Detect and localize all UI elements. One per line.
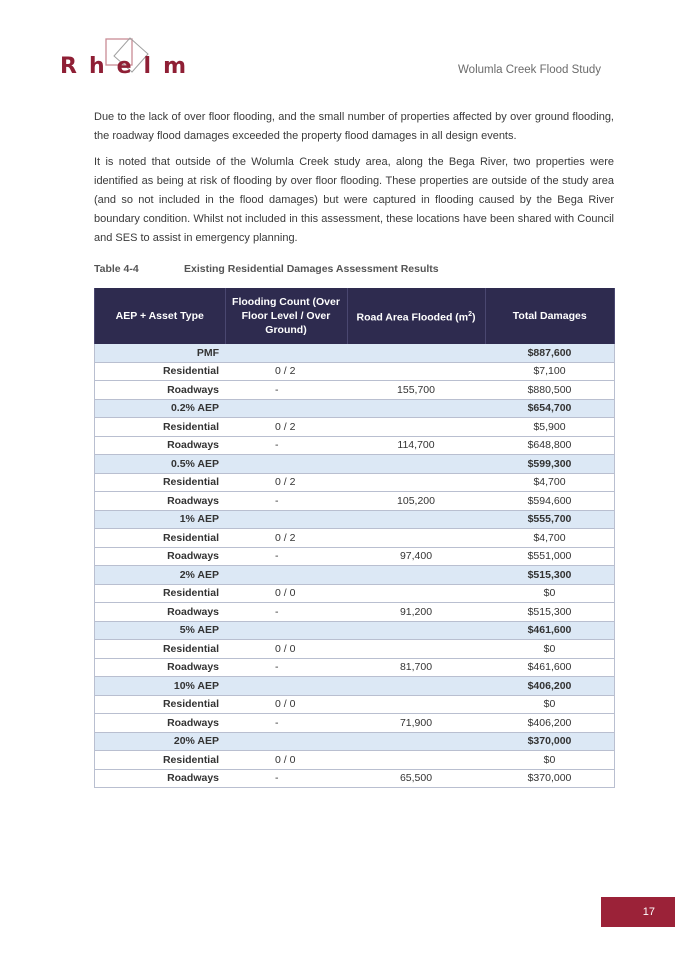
cell-c0: Roadways (95, 547, 226, 566)
cell-c1: 0 / 0 (225, 640, 347, 659)
table-row (95, 695, 615, 714)
logo-text: Rhelm (60, 54, 198, 79)
cell-c2 (347, 510, 485, 529)
cell-c2: 81,700 (347, 658, 485, 677)
table-group-row (95, 677, 615, 696)
cell-c0: PMF (95, 344, 226, 362)
cell-c3: $406,200 (485, 677, 615, 696)
table-row (95, 547, 615, 566)
cell-c3: $594,600 (485, 492, 615, 511)
table-group-row (95, 455, 615, 474)
cell-c1: - (225, 547, 347, 566)
cell-c2 (347, 621, 485, 640)
cell-c3: $555,700 (485, 510, 615, 529)
header-total-damages: Total Damages (485, 288, 615, 344)
cell-c1: - (225, 436, 347, 455)
cell-c1: 0 / 2 (225, 362, 347, 381)
cell-c1: 0 / 0 (225, 695, 347, 714)
table-row (95, 418, 615, 437)
table-row (95, 492, 615, 511)
cell-c2: 155,700 (347, 381, 485, 400)
cell-c1: 0 / 2 (225, 473, 347, 492)
cell-c0: Residential (95, 751, 226, 770)
cell-c3: $461,600 (485, 658, 615, 677)
table-row (95, 473, 615, 492)
cell-c0: 1% AEP (95, 510, 226, 529)
cell-c1 (225, 399, 347, 418)
cell-c2 (347, 677, 485, 696)
table-header-row (95, 288, 615, 344)
cell-c1: - (225, 714, 347, 733)
table-row (95, 381, 615, 400)
cell-c0: Residential (95, 362, 226, 381)
cell-c0: Roadways (95, 714, 226, 733)
table-group-row (95, 566, 615, 585)
cell-c1: 0 / 2 (225, 529, 347, 548)
cell-c0: Roadways (95, 436, 226, 455)
cell-c2: 114,700 (347, 436, 485, 455)
cell-c2 (347, 344, 485, 362)
cell-c3: $515,300 (485, 603, 615, 622)
document-title: Wolumla Creek Flood Study (458, 64, 601, 76)
table-group-row (95, 399, 615, 418)
cell-c0: Residential (95, 640, 226, 659)
table-group-row (95, 344, 615, 362)
cell-c2 (347, 455, 485, 474)
cell-c1 (225, 510, 347, 529)
table-number: Table 4-4 (94, 263, 139, 275)
cell-c1: - (225, 492, 347, 511)
table-group-row (95, 732, 615, 751)
cell-c2 (347, 566, 485, 585)
cell-c2 (347, 751, 485, 770)
cell-c2 (347, 640, 485, 659)
cell-c2 (347, 529, 485, 548)
cell-c1 (225, 344, 347, 362)
cell-c0: 10% AEP (95, 677, 226, 696)
cell-c1 (225, 677, 347, 696)
cell-c0: Residential (95, 584, 226, 603)
cell-c0: Roadways (95, 492, 226, 511)
cell-c0: Roadways (95, 381, 226, 400)
table-body (95, 344, 615, 788)
cell-c3: $4,700 (485, 529, 615, 548)
body-text (94, 108, 614, 255)
cell-c2 (347, 399, 485, 418)
table-row (95, 640, 615, 659)
paragraph: Due to the lack of over floor flooding, and the small number of properties affected by over ground flooding, the roadway flood damages exceeded the property flood damages in all design events. (94, 111, 614, 142)
cell-c3: $4,700 (485, 473, 615, 492)
cell-c0: Residential (95, 529, 226, 548)
cell-c2 (347, 695, 485, 714)
cell-c3: $461,600 (485, 621, 615, 640)
cell-c1: - (225, 769, 347, 788)
cell-c0: Roadways (95, 603, 226, 622)
cell-c3: $0 (485, 695, 615, 714)
cell-c2: 105,200 (347, 492, 485, 511)
cell-c0: Roadways (95, 769, 226, 788)
cell-c2: 71,900 (347, 714, 485, 733)
table-row (95, 751, 615, 770)
cell-c1: - (225, 381, 347, 400)
cell-c3: $0 (485, 584, 615, 603)
cell-c1 (225, 621, 347, 640)
paragraph: It is noted that outside of the Wolumla Creek study area, along the Bega River, two properties were identified as being at risk of flooding by over floor flooding. These properties are outside of the study area (and so not included in the flood damages) but were captured in flooding caused by the Bega River boundary condition. Whilst not included in this assessment, these locations have been shared with Council and SES to assist in emergency planning. (94, 156, 614, 244)
table-caption (94, 263, 439, 275)
table-row (95, 714, 615, 733)
cell-c2 (347, 732, 485, 751)
table-row (95, 603, 615, 622)
cell-c1 (225, 732, 347, 751)
cell-c3: $0 (485, 640, 615, 659)
cell-c3: $887,600 (485, 344, 615, 362)
cell-c3: $515,300 (485, 566, 615, 585)
cell-c2 (347, 584, 485, 603)
cell-c3: $406,200 (485, 714, 615, 733)
cell-c0: 0.5% AEP (95, 455, 226, 474)
table-row (95, 658, 615, 677)
cell-c3: $370,000 (485, 732, 615, 751)
table-group-row (95, 621, 615, 640)
cell-c2 (347, 418, 485, 437)
header-road-area-flooded: Road Area Flooded $(m^2)$ (347, 288, 485, 344)
cell-c1 (225, 455, 347, 474)
cell-c1: 0 / 0 (225, 751, 347, 770)
cell-c3: $648,800 (485, 436, 615, 455)
cell-c0: Residential (95, 473, 226, 492)
cell-c0: Roadways (95, 658, 226, 677)
header-aep-asset-type: AEP + Asset Type (95, 288, 226, 344)
cell-c1 (225, 566, 347, 585)
table-row (95, 436, 615, 455)
table-row (95, 769, 615, 788)
page-number: 17 (601, 897, 675, 927)
cell-c2 (347, 362, 485, 381)
cell-c3: $551,000 (485, 547, 615, 566)
cell-c0: Residential (95, 695, 226, 714)
cell-c2 (347, 473, 485, 492)
cell-c3: $5,900 (485, 418, 615, 437)
cell-c3: $7,100 (485, 362, 615, 381)
table-title: Existing Residential Damages Assessment Results (184, 263, 439, 275)
cell-c0: 2% AEP (95, 566, 226, 585)
header-flooding-count: Flooding Count (Over Floor Level / Over Ground) (225, 288, 347, 344)
cell-c1: 0 / 0 (225, 584, 347, 603)
table-row (95, 362, 615, 381)
cell-c2: 65,500 (347, 769, 485, 788)
table-row (95, 584, 615, 603)
cell-c0: 0.2% AEP (95, 399, 226, 418)
cell-c3: $599,300 (485, 455, 615, 474)
cell-c3: $654,700 (485, 399, 615, 418)
table-group-row (95, 510, 615, 529)
cell-c2: 97,400 (347, 547, 485, 566)
table-row (95, 529, 615, 548)
cell-c1: - (225, 658, 347, 677)
cell-c3: $880,500 (485, 381, 615, 400)
cell-c3: $0 (485, 751, 615, 770)
cell-c3: $370,000 (485, 769, 615, 788)
cell-c0: 5% AEP (95, 621, 226, 640)
rhelm-logo (60, 36, 198, 86)
damages-table (94, 288, 615, 788)
cell-c1: 0 / 2 (225, 418, 347, 437)
cell-c1: - (225, 603, 347, 622)
cell-c0: 20% AEP (95, 732, 226, 751)
cell-c0: Residential (95, 418, 226, 437)
cell-c2: 91,200 (347, 603, 485, 622)
